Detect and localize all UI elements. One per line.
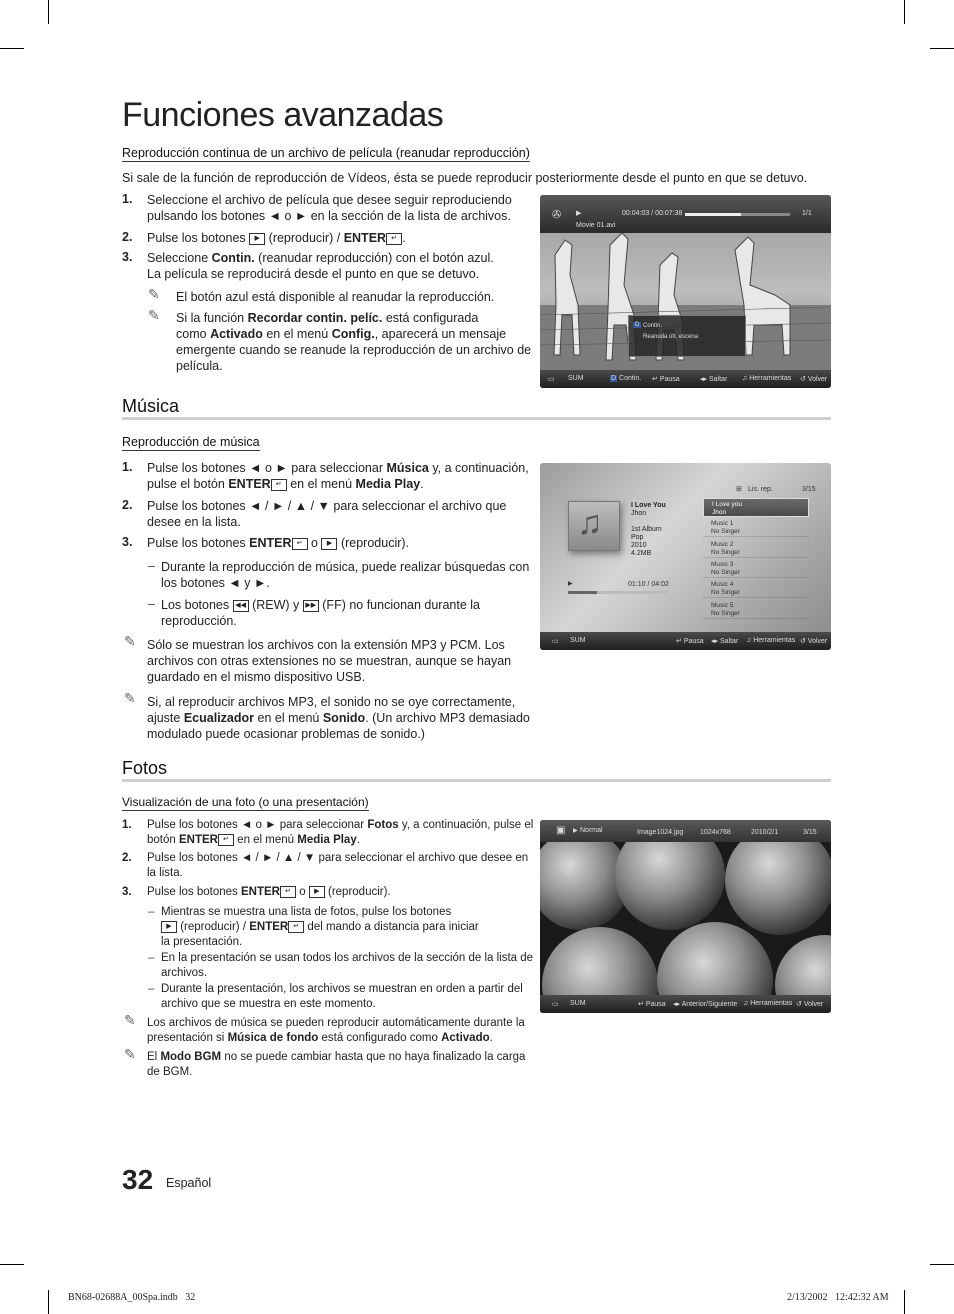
music-list-singer: No Singer	[711, 548, 740, 556]
music-list-item-selected[interactable]	[703, 498, 809, 517]
resume-heading: Reproducción continua de un archivo de película (reanudar reproducción)	[122, 146, 530, 160]
tools-button[interactable]: ♫ Herramientas	[742, 375, 792, 382]
photo-resolution: 1024x768	[700, 829, 731, 836]
pause-button[interactable]: ↵ Pausa	[676, 638, 704, 645]
play-icon: ▶	[309, 886, 325, 898]
music-list-item[interactable]	[703, 600, 809, 619]
apples-photo	[540, 820, 831, 1013]
step-number: 1.	[122, 192, 133, 206]
photo-filename: Image1024.jpg	[637, 829, 684, 836]
rewind-icon: ◀◀	[233, 600, 249, 612]
music-list	[703, 498, 811, 622]
pause-button[interactable]: ↵ Pausa	[638, 1001, 666, 1008]
step-number: 2.	[122, 230, 133, 244]
play-icon: ▶	[161, 921, 177, 933]
dash-bullet: –	[148, 597, 155, 611]
note-pencil-icon: ✎	[148, 286, 160, 302]
play-icon: ▶	[249, 233, 265, 245]
music-progress-bar[interactable]	[568, 591, 668, 594]
sum-label: SUM	[570, 1000, 586, 1007]
music-step-2: Pulse los botones ◄ / ► / ▲ / ▼ para seleccionar el archivo que desee en la lista.	[147, 499, 507, 529]
music-note-1: Sólo se muestran los archivos con la extensión MP3 y PCM. Los archivos con otras extensiones no se muestran, aunque se hayan guardado en el mismo dispositivo USB.	[147, 638, 512, 684]
video-player-screen	[540, 195, 831, 388]
video-info-bar	[540, 195, 831, 233]
music-list-singer: No Singer	[711, 528, 740, 536]
note-pencil-icon: ✎	[148, 307, 160, 323]
back-button[interactable]: ↺ Volver	[796, 1001, 824, 1008]
resume-intro: Si sale de la función de reproducción de Vídeos, ésta se puede reproducir posteriormente desde el punto en que se detuvo.	[122, 171, 808, 185]
resume-popup[interactable]	[628, 315, 746, 357]
music-note-2: Si, al reproducir archivos MP3, el sonido no se oye correctamente, ajuste Ecualizador en el menú Sonido. (Un archivo MP3 demasiado modulado puede ocasionar problemas de sonido.)	[147, 695, 530, 741]
crop-mark	[930, 1264, 954, 1265]
video-time: 00:04:03 / 00:07:38	[622, 210, 683, 217]
page-number: 32	[122, 1164, 154, 1195]
music-time: 01:10 / 04:02	[628, 581, 669, 588]
music-list-title: Music 3	[711, 560, 734, 568]
album-art	[568, 501, 620, 551]
photos-dash-2: En la presentación se usan todos los archivos de la sección de la lista de archivos.	[161, 952, 534, 979]
step-number: 3.	[122, 250, 133, 264]
pause-button[interactable]: ↵ Pausa	[652, 376, 680, 383]
music-dash-2: Los botones ◀◀ (REW) y ▶▶ (FF) no funcionan durante la reproducción.	[161, 598, 480, 628]
music-section-title: Música	[122, 396, 180, 416]
photos-note-2: El Modo BGM no se puede cambiar hasta que no haya finalizado la carga de BGM.	[147, 1051, 526, 1078]
photos-heading: Visualización de una foto (o una presentación)	[122, 795, 369, 809]
note-pencil-icon: ✎	[124, 1012, 136, 1028]
music-step-1: Pulse los botones ◄ o ► para seleccionar Música y, a continuación, pulse el botón ENTER ↵ en el menú Media Play.	[147, 461, 529, 491]
photo-viewer-screen	[540, 820, 831, 1013]
resume-step-1: Seleccione el archivo de película que desee seguir reproduciendo pulsando los botones ◄ o ► en la sección de la lista de archivos.	[147, 193, 512, 223]
playlist-label: Lis. rep.	[748, 486, 773, 493]
play-status-icon: ▶	[573, 828, 578, 834]
footer-date: 2/13/2002 12:42:32 AM	[787, 1292, 889, 1303]
video-filename: Movie 01.avi	[576, 222, 616, 229]
film-reel-icon: ✇	[552, 209, 562, 221]
song-title: I Love You	[631, 502, 666, 509]
song-size: 4.2MB	[631, 550, 652, 557]
photos-note-1: Los archivos de música se pueden reproducir automáticamente durante la presentación si Música de fondo está configurado como Activado.	[147, 1017, 525, 1044]
step-number: 1.	[122, 460, 133, 474]
crop-mark	[0, 48, 24, 49]
song-genre: Pop	[631, 534, 644, 541]
step-number: 3.	[122, 535, 133, 549]
song-year: 2010	[631, 542, 647, 549]
step-number: 1.	[122, 819, 132, 831]
enter-icon: ↵	[218, 834, 234, 846]
sum-label: SUM	[570, 637, 586, 644]
photos-step-1: Pulse los botones ◄ o ► para seleccionar Fotos y, a continuación, pulse el botón ENTER ↵ en el menú Media Play.	[147, 819, 534, 846]
sum-icon: ▭	[552, 638, 559, 645]
video-control-bar	[540, 370, 831, 388]
music-dash-1: Durante la reproducción de música, puede realizar búsquedas con los botones ◄ y ►.	[161, 560, 530, 590]
fast-forward-icon: ▶▶	[303, 600, 319, 612]
tools-button[interactable]: ♫ Herramientas	[746, 637, 796, 644]
music-list-title: Music 1	[711, 520, 734, 528]
video-progress-bar[interactable]	[685, 213, 790, 216]
crop-mark	[48, 0, 49, 24]
photo-date: 2010/2/1	[751, 829, 779, 836]
play-status-icon: ▶	[576, 210, 582, 217]
resume-step-3: Seleccione Contin. (reanudar reproducción) con el botón azul. La película se reproducirá desde el punto en que se detuvo.	[147, 251, 494, 281]
sum-label: SUM	[568, 375, 584, 382]
dash-bullet: –	[148, 983, 155, 995]
music-list-item[interactable]	[703, 579, 809, 598]
music-list-title: I Love you	[712, 501, 742, 508]
music-player-screen	[540, 463, 831, 650]
resume-step-2: Pulse los botones ▶ (reproducir) / ENTER ↵ .	[147, 231, 406, 245]
music-control-bar	[540, 632, 831, 650]
music-list-singer: No Singer	[711, 609, 740, 617]
photos-section-title: Fotos	[122, 758, 168, 778]
crop-mark	[904, 1290, 905, 1314]
step-number: 2.	[122, 852, 132, 864]
crop-mark	[0, 1264, 24, 1265]
music-count: 3/15	[802, 486, 816, 493]
video-count: 1/1	[802, 210, 812, 217]
sum-icon: ▭	[548, 376, 555, 383]
enter-icon: ↵	[280, 886, 296, 898]
dash-bullet: –	[148, 952, 155, 964]
music-note-icon: ♫	[577, 504, 603, 542]
music-list-singer: No Singer	[711, 568, 740, 576]
photos-dash-1: Mientras se muestra una lista de fotos, pulse los botones ▶ (reproducir) / ENTER ↵ del mando a distancia para iniciar la presentación.	[161, 906, 479, 948]
music-list-title: Music 4	[711, 581, 734, 589]
section-rule	[122, 779, 831, 782]
music-list-singer: No Singer	[711, 589, 740, 597]
photos-dash-3: Durante la presentación, los archivos se muestran en orden a partir del archivo que se muestra en este momento.	[161, 983, 523, 1010]
music-list-item[interactable]	[703, 518, 809, 537]
section-rule	[122, 417, 831, 420]
enter-icon: ↵	[288, 921, 304, 933]
note-pencil-icon: ✎	[124, 690, 136, 706]
back-button[interactable]: ↺ Volver	[800, 638, 828, 645]
play-icon: ▶	[321, 538, 337, 550]
photo-mode: Normal	[580, 827, 603, 834]
note-pencil-icon: ✎	[124, 1046, 136, 1062]
popup-title: Contin.	[643, 323, 663, 329]
play-status-icon: ▶	[568, 581, 573, 587]
blue-d-key-icon: D	[635, 322, 640, 328]
music-heading: Reproducción de música	[122, 435, 260, 449]
back-button[interactable]: ↺ Volver	[800, 376, 828, 383]
prev-next-button[interactable]: ◂▸ Anterior/Siguiente	[673, 1001, 738, 1008]
photos-step-2: Pulse los botones ◄ / ► / ▲ / ▼ para seleccionar el archivo que desee en la lista.	[147, 852, 529, 879]
music-list-title: Music 2	[711, 540, 734, 548]
skip-button[interactable]: ◂▸ Saltar	[711, 638, 739, 645]
music-step-3: Pulse los botones ENTER ↵ o ▶ (reproducir).	[147, 536, 410, 550]
footer-file: BN68-02688A_00Spa.indb 32	[68, 1292, 196, 1303]
step-number: 2.	[122, 498, 133, 512]
music-list-singer: Jhon	[712, 509, 727, 516]
popup-text: Reanuda últ. escena	[643, 334, 699, 340]
song-info	[631, 502, 666, 558]
crop-mark	[904, 0, 905, 24]
song-album: 1st Album	[631, 526, 662, 533]
photo-count: 3/15	[803, 829, 817, 836]
dash-bullet: –	[148, 906, 155, 918]
enter-icon: ↵	[292, 538, 308, 550]
skip-button[interactable]: ◂▸ Saltar	[700, 376, 728, 383]
music-list-title: Music 5	[711, 601, 734, 609]
photo-control-bar	[540, 995, 831, 1013]
sum-icon: ▭	[552, 1001, 559, 1008]
enter-icon: ↵	[386, 233, 402, 245]
enter-icon: ↵	[271, 479, 287, 491]
crop-mark	[48, 1290, 49, 1314]
resume-note-2: Si la función Recordar contin. pelíc. está configurada como Activado en el menú Config., aparecerá un mensaje emergente cuando se reanude la reproducción de un archivo de película.	[176, 311, 532, 373]
photos-step-3: Pulse los botones ENTER ↵ o ▶ (reproducir).	[147, 886, 391, 898]
contin-button[interactable]: D Contin.	[611, 375, 642, 382]
note-pencil-icon: ✎	[124, 633, 136, 649]
resume-note-1: El botón azul está disponible al reanudar la reproducción.	[176, 290, 495, 304]
music-list-item[interactable]	[703, 559, 809, 578]
music-list-item[interactable]	[703, 539, 809, 558]
playlist-icon: ⊞	[736, 486, 742, 493]
step-number: 3.	[122, 886, 132, 898]
tools-button[interactable]: ♫ Herramientas	[743, 1000, 793, 1007]
photo-icon: ▣	[556, 825, 566, 836]
page-title: Funciones avanzadas	[122, 96, 444, 134]
dash-bullet: –	[148, 559, 155, 573]
page-language: Español	[166, 1176, 212, 1190]
crop-mark	[930, 48, 954, 49]
photo-info-bar	[540, 820, 831, 842]
song-artist: Jhon	[631, 510, 647, 517]
